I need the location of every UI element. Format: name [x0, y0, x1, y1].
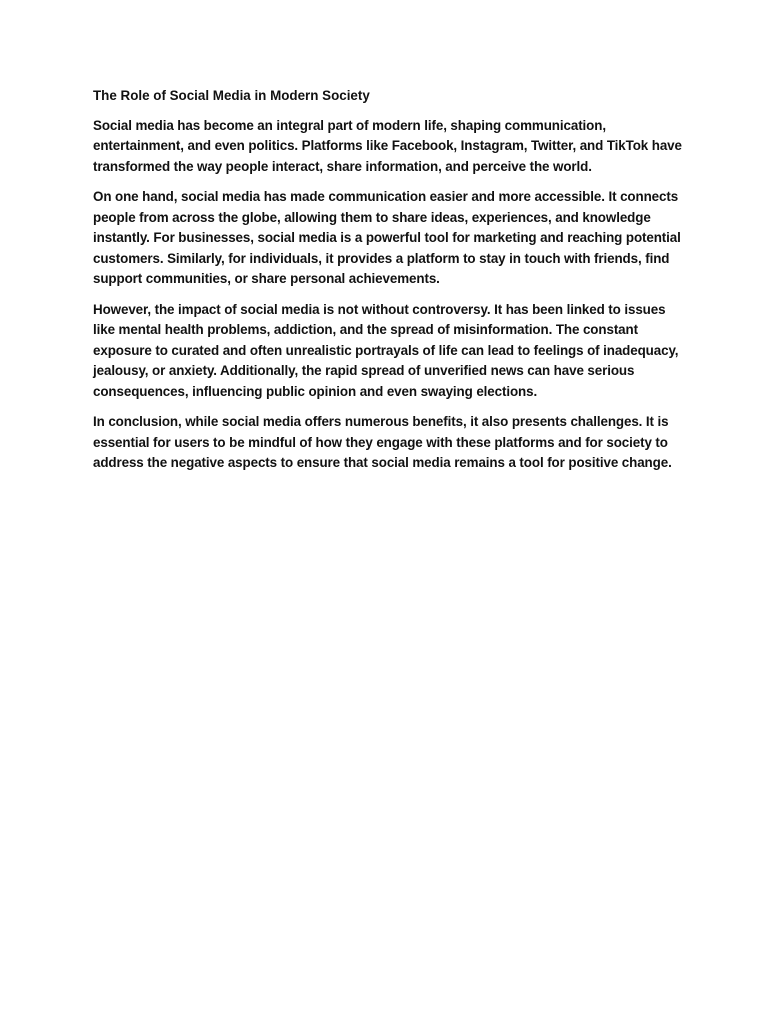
paragraph-benefits: On one hand, social media has made communication easier and more accessible. It connects people from across the globe, allowing them to share ideas, experiences, and knowledge instantly. For businesses, social media is a powerful tool for marketing and reaching potential customers. Similarly, for individuals, it provides a platform to stay in touch with friends, find support communities, or share personal achievements. [93, 188, 681, 287]
document-body [93, 86, 683, 483]
paragraph-controversy: However, the impact of social media is not without controversy. It has been linked to issues like mental health problems, addiction, and the spread of misinformation. The constant exposure to curated and often unrealistic portrayals of life can lead to feelings of inadequacy, jealousy, or anxiety. Additionally, the rapid spread of unverified news can have serious consequences, influencing public opinion and even swaying elections. [93, 301, 679, 399]
paragraph-conclusion: In conclusion, while social media offers numerous benefits, it also presents challenges. It is essential for users to be mindful of how they engage with these platforms and for society to address the negative aspects to ensure that social media remains a tool for positive change. [93, 414, 672, 471]
paragraph-introduction: Social media has become an integral part of modern life, shaping communication, entertainment, and even politics. Platforms like Facebook, Instagram, Twitter, and TikTok have transformed the way people interact, share information, and perceive the world. [93, 117, 682, 174]
document-title: The Role of Social Media in Modern Society [93, 88, 370, 103]
